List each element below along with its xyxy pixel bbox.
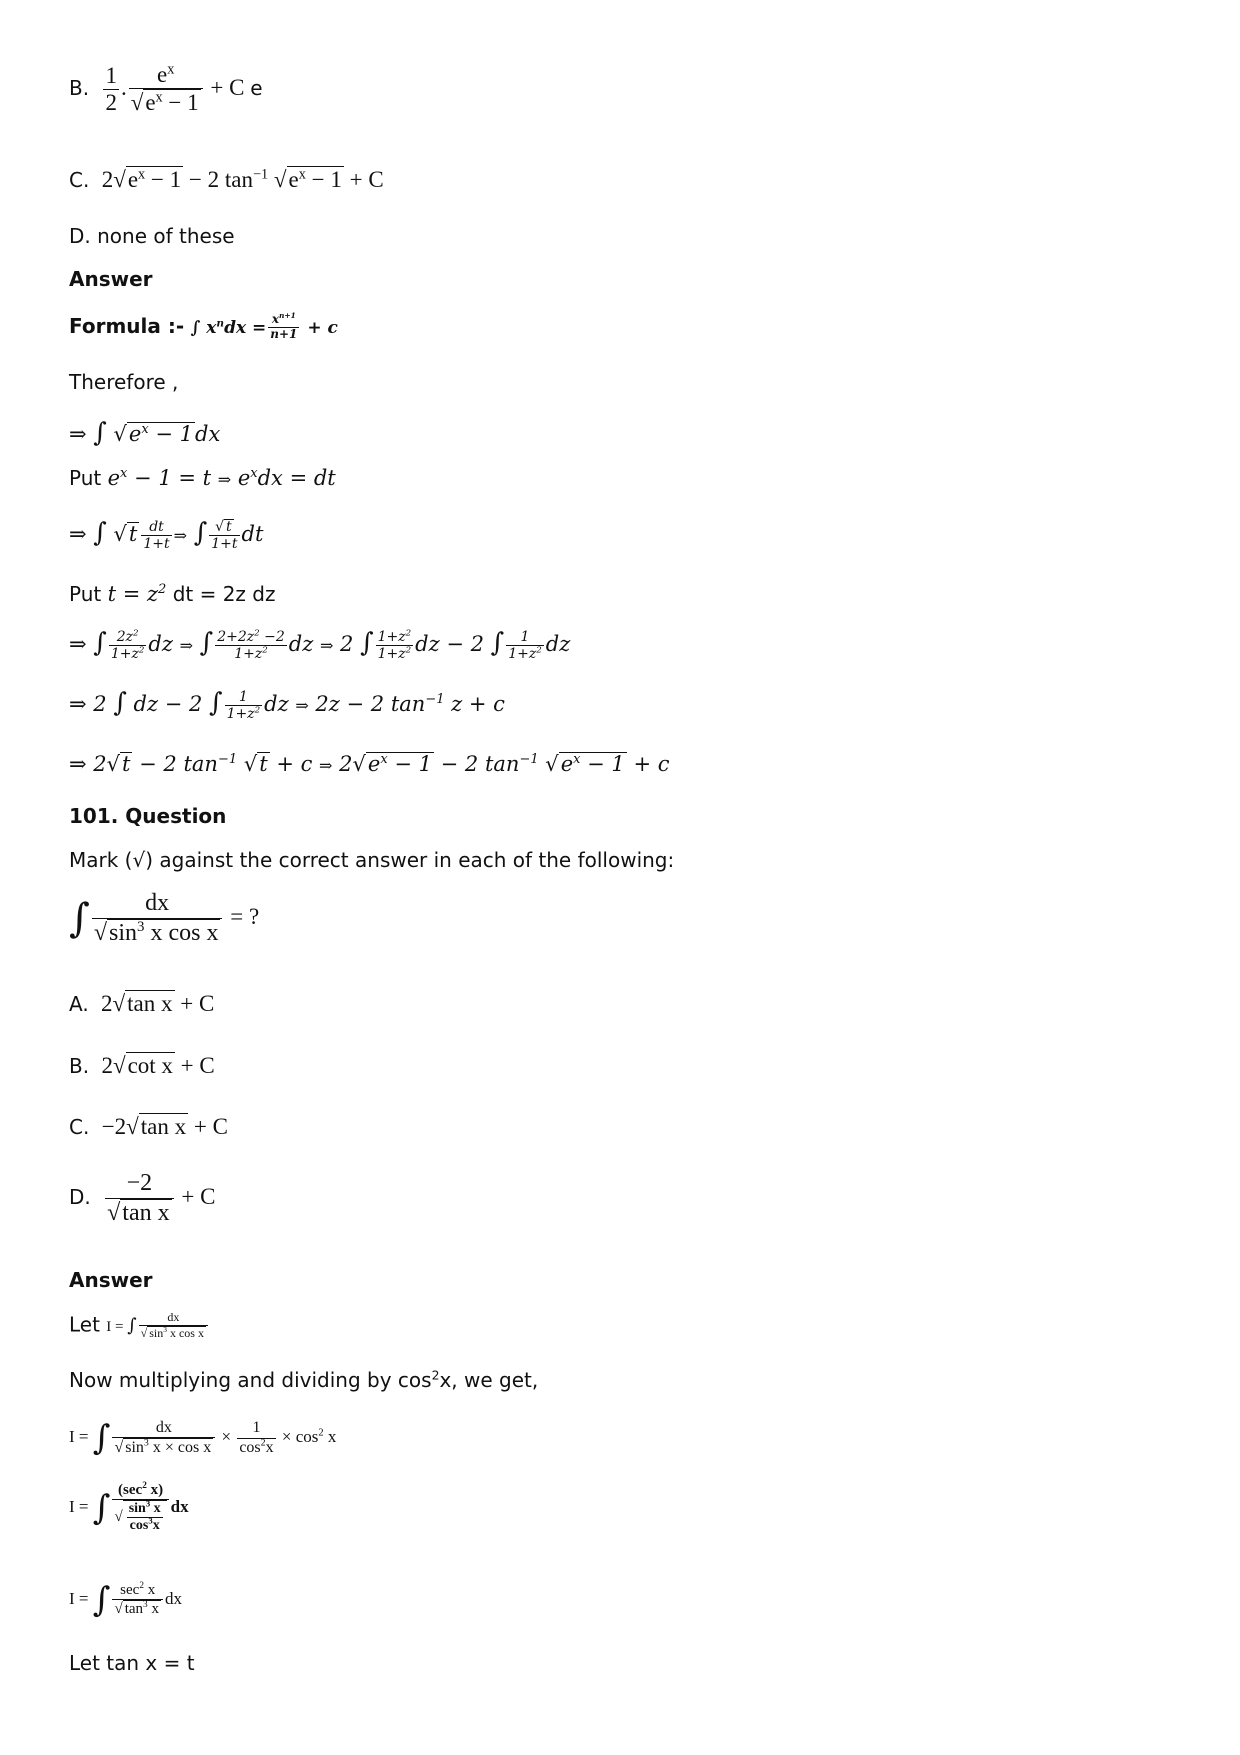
formula-line: Formula :- ∫ $x^ndx$ = $\frac{x^{n+1}}{n+1}$ + c (69, 311, 338, 341)
let-i-line: Let I = ∫ $\frac{dx}{√ \sin^3 x \cos x}$ (69, 1311, 210, 1341)
math-ex-over-sqrt: $\frac{e^x}{√e^x - 1}$ (129, 62, 203, 117)
question-option-a: A. 2√tan x + C (69, 991, 215, 1016)
question-integral: ∫ $\frac{dx}{√\sin^3 x \cos x}$ = ? (69, 890, 260, 946)
multiply-text: Now multiplying and dividing by $\cos^2x$, we get, (69, 1367, 539, 1392)
substitution-2: Put $t = z^2$ dt = 2z dz (69, 582, 276, 606)
question-instruction: Mark (√) against the correct answer in each of the following: (69, 848, 675, 872)
option-d-prev: D. none of these (69, 224, 235, 248)
math-integral-z: ⇒ ∫ $\frac{2z^2}{1+z^2}$ dz ⇒ ∫ $\frac{2+2z^2 -2}{1+z^2}$ dz ⇒ 2 ∫ $\frac{1+z^2}{1+z^2}$ dz − 2 ∫ $\frac{1}{1+z^2}$ dz (69, 628, 571, 662)
question-option-d: D. $\frac{-2}{\text{√tan x}}$ + C (69, 1170, 216, 1226)
math-step-2: I = ∫ ($\sec^2$ x) √ $\frac{\sin^3 x}{\cos^3x}$ dx (69, 1481, 189, 1534)
substitution-1: Put $e^x - 1 = t$ ⇒ $e^xdx$ = dt (69, 466, 336, 490)
question-option-b: B. 2√cot x + C (69, 1053, 215, 1078)
math-integral-result: ⇒ 2 ∫ dz − 2 ∫ $\frac{1}{1+z^2}$ dz ⇒ 2z − 2 $\tan^{-1} z + c$ (69, 688, 505, 722)
math-step-1: I = ∫ $\frac{dx}{√ \sin^3 x \times \cos x}$ × $\frac{1}{\cos^2x}$ × $\cos^2 x$ (69, 1418, 337, 1458)
question-title: 101. Question (69, 804, 227, 828)
option-b-prev: B. $\frac{1}{2}$ . $\frac{e^x}{√e^x - 1}$ + C e (69, 61, 263, 116)
math-integral-start: ⇒ ∫ $√e^x - 1dx$ (69, 418, 221, 448)
option-c-prev: C. $2√e^x - 1 - 2$ $\tan^{-1} √e^x - 1 + C$ (69, 166, 384, 192)
math-step-3: I = ∫ $\frac{\sec^2 x}{√ \tan^3 x}$ dx (69, 1580, 182, 1620)
math-integral-t: ⇒ ∫ √t $\frac{dt}{1+t}$ ⇒ ∫ $\frac{√ t}{1+t}$ dt (69, 518, 264, 553)
math-half: $\frac{1}{2}$ (105, 62, 117, 115)
therefore-text: Therefore , (69, 370, 179, 394)
answer-heading: Answer (69, 267, 153, 291)
math-option-c: $2√e^x - 1 - 2$ $\tan^{-1} √e^x - 1 + C$ (101, 166, 384, 192)
question-option-c: C. −2√tan x + C (69, 1114, 228, 1139)
answer-heading-2: Answer (69, 1268, 153, 1292)
math-final-answer: ⇒ 2√t − 2 $\tan^{-1} √t + c$ ⇒ $2√e^x - 1 - 2$ $\tan^{-1} √e^x - 1 + c$ (69, 752, 670, 776)
let-tan-line: Let tan x = t (69, 1651, 195, 1675)
